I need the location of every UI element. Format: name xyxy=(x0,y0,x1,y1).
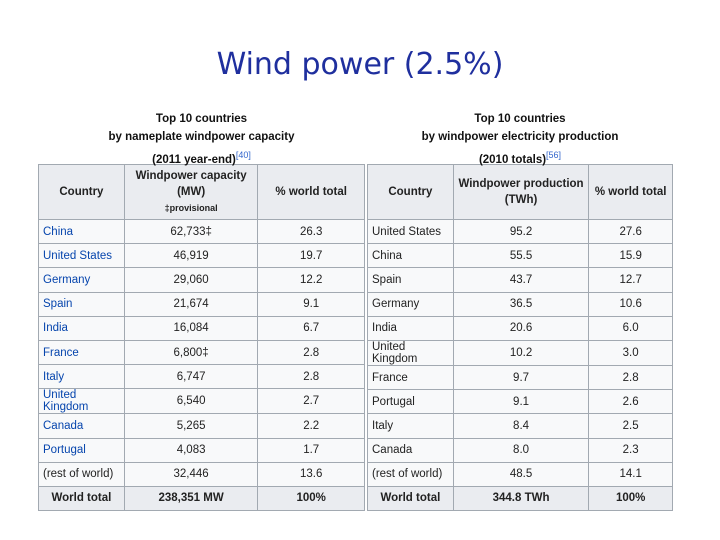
table-row xyxy=(368,268,673,292)
production-value: 10.2 xyxy=(453,340,589,365)
capacity-value: 32,446 xyxy=(124,462,258,486)
table-row xyxy=(368,244,673,268)
country-link[interactable]: Spain xyxy=(39,292,125,316)
country-name: Portugal xyxy=(368,390,454,414)
rest-of-world-label: (rest of world) xyxy=(39,462,125,486)
table-row xyxy=(39,414,365,438)
table-row xyxy=(39,389,365,414)
table-row xyxy=(368,316,673,340)
country-link[interactable]: United States xyxy=(39,244,125,268)
country-name: France xyxy=(368,365,454,389)
table-row xyxy=(39,268,365,292)
share-value: 2.8 xyxy=(589,365,673,389)
table-row xyxy=(368,390,673,414)
share-value: 13.6 xyxy=(258,462,365,486)
total-label: World total xyxy=(368,486,454,510)
share-value: 2.8 xyxy=(258,365,365,389)
share-value: 26.3 xyxy=(258,220,365,244)
capacity-caption-line1: Top 10 countries xyxy=(155,113,248,125)
country-link[interactable]: Italy xyxy=(39,365,125,389)
country-name: China xyxy=(368,244,454,268)
total-row xyxy=(368,486,673,510)
table-row xyxy=(368,220,673,244)
total-row xyxy=(39,486,365,510)
share-value: 19.7 xyxy=(258,244,365,268)
capacity-header-value-note: ‡provisional xyxy=(164,203,218,213)
share-value: 9.1 xyxy=(258,292,365,316)
share-value: 3.0 xyxy=(589,340,673,365)
capacity-header-country[interactable]: Country xyxy=(39,165,125,220)
production-value: 36.5 xyxy=(453,292,589,316)
production-caption-reference-link[interactable]: [56] xyxy=(546,150,562,160)
country-link[interactable]: United Kingdom xyxy=(39,389,125,414)
capacity-table xyxy=(38,164,365,511)
share-value: 2.5 xyxy=(589,414,673,438)
capacity-caption-reference-link[interactable]: [40] xyxy=(235,150,251,160)
table-row xyxy=(39,220,365,244)
share-value: 1.7 xyxy=(258,438,365,462)
production-value: 9.7 xyxy=(453,365,589,389)
total-label: World total xyxy=(39,486,125,510)
share-value: 6.7 xyxy=(258,316,365,340)
table-row xyxy=(368,462,673,486)
capacity-value: 5,265 xyxy=(124,414,258,438)
table-row xyxy=(39,340,365,364)
share-value: 12.7 xyxy=(589,268,673,292)
production-caption-line3: (2010 totals) xyxy=(478,153,547,166)
capacity-value: 29,060 xyxy=(124,268,258,292)
production-value: 20.6 xyxy=(453,316,589,340)
production-caption-line2: by windpower electricity production xyxy=(421,131,619,143)
country-name: Germany xyxy=(368,292,454,316)
capacity-table-caption xyxy=(38,110,365,164)
table-row xyxy=(39,244,365,268)
capacity-value: 4,083 xyxy=(124,438,258,462)
country-name: Italy xyxy=(368,414,454,438)
capacity-caption-line3: (2011 year-end) xyxy=(152,153,236,166)
total-share: 100% xyxy=(589,486,673,510)
table-row xyxy=(368,292,673,316)
capacity-value: 6,800‡ xyxy=(124,340,258,364)
share-value: 2.2 xyxy=(258,414,365,438)
capacity-header-share[interactable]: % world total xyxy=(258,165,365,220)
total-value: 238,351 MW xyxy=(124,486,258,510)
share-value: 2.3 xyxy=(589,438,673,462)
share-value: 15.9 xyxy=(589,244,673,268)
share-value: 2.8 xyxy=(258,340,365,364)
table-row xyxy=(368,414,673,438)
table-row xyxy=(368,365,673,389)
capacity-value: 16,084 xyxy=(124,316,258,340)
rest-of-world-label: (rest of world) xyxy=(368,462,454,486)
country-link[interactable]: Germany xyxy=(39,268,125,292)
table-row xyxy=(368,340,673,365)
production-value: 48.5 xyxy=(453,462,589,486)
capacity-value: 6,540 xyxy=(124,389,258,414)
country-name: India xyxy=(368,316,454,340)
production-caption-line1: Top 10 countries xyxy=(474,113,566,125)
capacity-value: 21,674 xyxy=(124,292,258,316)
production-value: 8.0 xyxy=(453,438,589,462)
production-table-block xyxy=(367,110,673,511)
country-link[interactable]: India xyxy=(39,316,125,340)
country-link[interactable]: Canada xyxy=(39,414,125,438)
capacity-table-block xyxy=(38,110,365,511)
country-link[interactable]: France xyxy=(39,340,125,364)
capacity-header-value[interactable] xyxy=(124,165,258,220)
production-table-caption xyxy=(367,110,673,164)
country-name: United States xyxy=(368,220,454,244)
table-row xyxy=(39,462,365,486)
capacity-value: 6,747 xyxy=(124,365,258,389)
country-name: Canada xyxy=(368,438,454,462)
share-value: 10.6 xyxy=(589,292,673,316)
total-value: 344.8 TWh xyxy=(453,486,589,510)
country-name: United Kingdom xyxy=(368,340,454,365)
capacity-header-value-label: Windpower capacity (MW) xyxy=(135,170,247,198)
capacity-caption-line2: by nameplate windpower capacity xyxy=(108,131,295,143)
capacity-value: 62,733‡ xyxy=(124,220,258,244)
production-value: 55.5 xyxy=(453,244,589,268)
capacity-value: 46,919 xyxy=(124,244,258,268)
production-header-row xyxy=(368,165,673,220)
share-value: 12.2 xyxy=(258,268,365,292)
country-name: Spain xyxy=(368,268,454,292)
capacity-header-row xyxy=(39,165,365,220)
production-header-share[interactable]: % world total xyxy=(589,165,673,220)
production-header-country[interactable]: Country xyxy=(368,165,454,220)
production-value: 8.4 xyxy=(453,414,589,438)
production-header-value[interactable]: Windpower production (TWh) xyxy=(453,165,589,220)
share-value: 14.1 xyxy=(589,462,673,486)
table-row xyxy=(39,292,365,316)
table-row xyxy=(39,438,365,462)
share-value: 27.6 xyxy=(589,220,673,244)
share-value: 6.0 xyxy=(589,316,673,340)
table-row xyxy=(368,438,673,462)
production-value: 95.2 xyxy=(453,220,589,244)
production-table xyxy=(367,164,673,511)
share-value: 2.7 xyxy=(258,389,365,414)
table-row xyxy=(39,316,365,340)
slide-title: Wind power (2.5%) xyxy=(216,47,504,82)
production-value: 43.7 xyxy=(453,268,589,292)
country-link[interactable]: China xyxy=(39,220,125,244)
production-value: 9.1 xyxy=(453,390,589,414)
total-share: 100% xyxy=(258,486,365,510)
table-row xyxy=(39,365,365,389)
country-link[interactable]: Portugal xyxy=(39,438,125,462)
share-value: 2.6 xyxy=(589,390,673,414)
